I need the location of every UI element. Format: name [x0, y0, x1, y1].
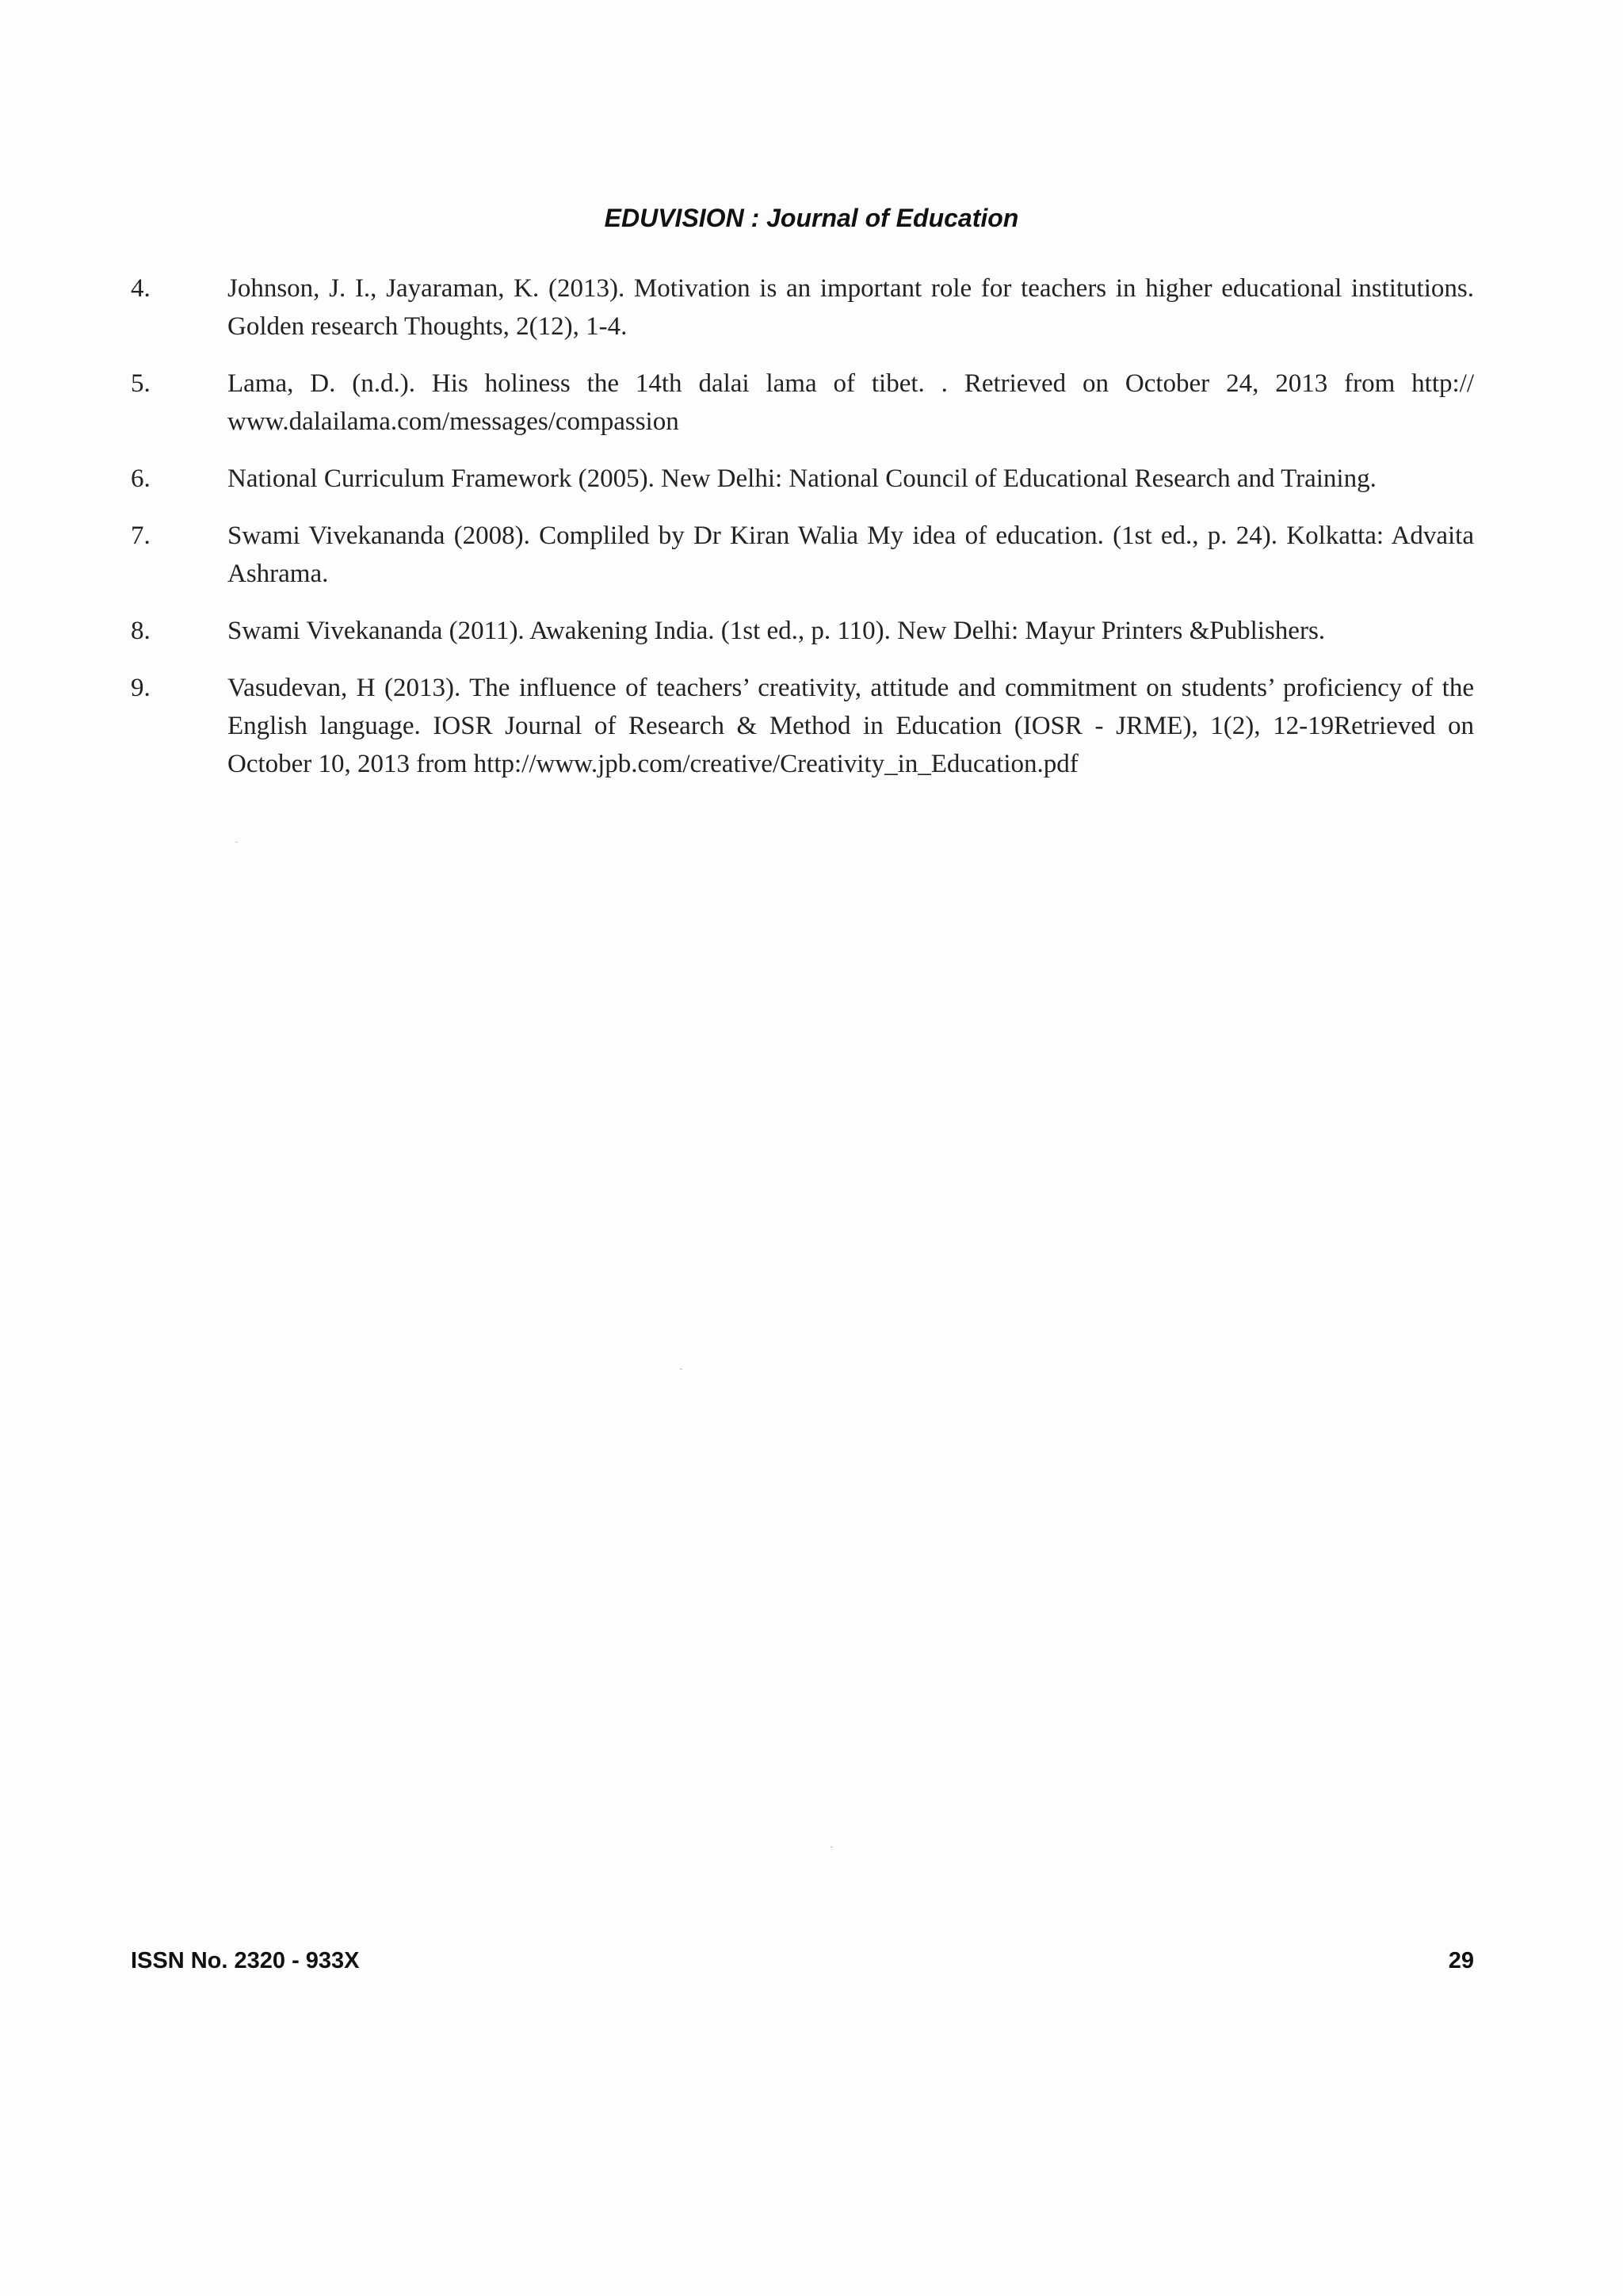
reference-text: Vasudevan, H (2013). The influence of teachers’ creativity, attitude and commitment on students’ proficiency of the English language. IOSR Journal of Research & Method in Education (IOSR - JRME), 1(2), 12-19Retrieved on October 10, 2013 from http://www.jpb.com/creative/Creativity_in_Education.pdf [227, 674, 1474, 778]
reference-text: Lama, D. (n.d.). His holiness the 14th dalai lama of tibet. . Retrieved on October 24, 2013 from http:// www.dalailama.com/messages/compassion [227, 369, 1474, 436]
reference-number: 8. [131, 617, 151, 645]
reference-text: National Curriculum Framework (2005). New Delhi: National Council of Educational Research and Training. [227, 464, 1377, 493]
issn-label: ISSN No. 2320 - 933X [131, 1948, 360, 1973]
reference-item [131, 669, 1474, 783]
page-number: 29 [1448, 1948, 1474, 1973]
reference-number: 6. [131, 464, 151, 493]
scan-speck [680, 1369, 682, 1370]
page-footer [131, 1948, 1474, 1974]
reference-text: Swami Vivekananda (2011). Awakening India. (1st ed., p. 110). New Delhi: Mayur Printers &Publishers. [227, 617, 1326, 645]
reference-item [131, 612, 1474, 650]
reference-text: Johnson, J. I., Jayaraman, K. (2013). Motivation is an important role for teachers in higher educational institutions. Golden research Thoughts, 2(12), 1-4. [227, 274, 1474, 341]
reference-number: 7. [131, 521, 151, 550]
reference-item [131, 365, 1474, 441]
reference-list [131, 269, 1474, 802]
reference-number: 9. [131, 674, 151, 702]
reference-number: 5. [131, 369, 151, 398]
reference-text: Swami Vivekananda (2008). Compliled by Dr Kiran Walia My idea of education. (1st ed., p. 24). Kolkatta: Advaita Ashrama. [227, 521, 1474, 588]
reference-item [131, 517, 1474, 593]
reference-number: 4. [131, 274, 151, 303]
journal-title: EDUVISION : Journal of Education [604, 204, 1019, 232]
reference-item [131, 460, 1474, 498]
reference-item [131, 269, 1474, 346]
